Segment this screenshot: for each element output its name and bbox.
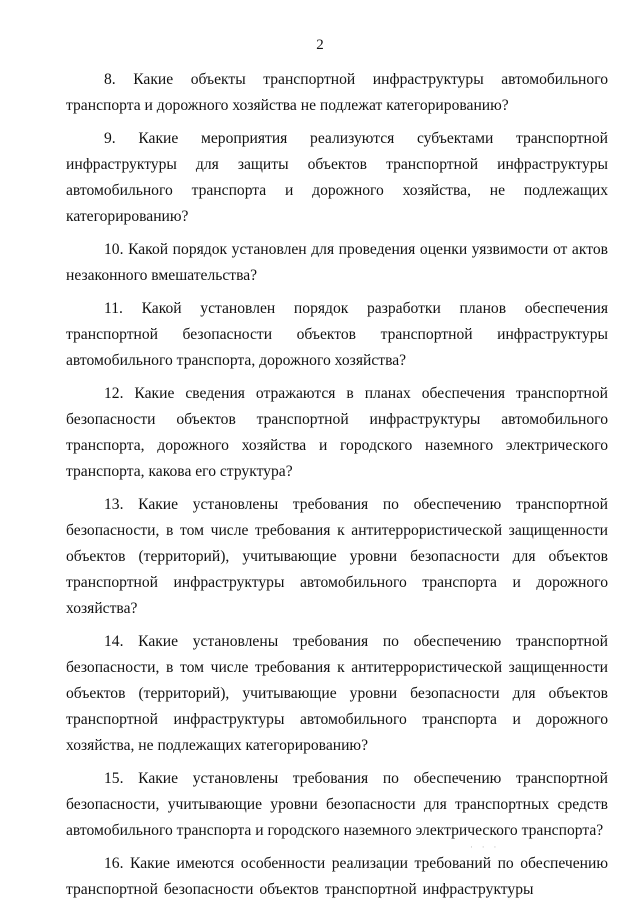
question-15: 15. Какие установлены требования по обеспечению транспортной безопасности, учитывающие уровни безопасности для транспортных средств автомобильного транспорта и городского наземного электрического транспорта? bbox=[66, 770, 608, 839]
question-13: 13. Какие установлены требования по обеспечению транспортной безопасности, в том числе требования к антитеррористической защищенности объектов (территорий), учитывающие уровни безопасности для объектов транспортной инфраструктуры автомобильного транспорта и дорожного хозяйства? bbox=[66, 496, 608, 617]
question-14: 14. Какие установлены требования по обеспечению транспортной безопасности, в том числе требования к антитеррористической защищенности объектов (территорий), учитывающие уровни безопасности для объектов транспортной инфраструктуры автомобильного транспорта и дорожного хозяйства, не подлежащих категорированию? bbox=[66, 633, 608, 754]
question-16: 16. Какие имеются особенности реализации требований по обеспечению транспортной безопасности объектов транспортной инфраструктуры bbox=[66, 855, 608, 898]
page-number: 2 bbox=[316, 37, 324, 53]
question-10: 10. Какой порядок установлен для проведения оценки уязвимости от актов незаконного вмешательства? bbox=[66, 241, 608, 284]
scan-artifact: · · · bbox=[470, 843, 500, 853]
question-12: 12. Какие сведения отражаются в планах обеспечения транспортной безопасности объектов транспортной инфраструктуры автомобильного транспорта, дорожного хозяйства и городского наземного электрического транспорта, какова его структура? bbox=[66, 385, 608, 480]
question-9: 9. Какие мероприятия реализуются субъектами транспортной инфраструктуры для защиты объектов транспортной инфраструктуры автомобильного транспорта и дорожного хозяйства, не подлежащих категорированию? bbox=[66, 130, 608, 225]
question-11: 11. Какой установлен порядок разработки планов обеспечения транспортной безопасности объектов транспортной инфраструктуры автомобильного транспорта, дорожного хозяйства? bbox=[66, 300, 608, 369]
question-list bbox=[66, 67, 608, 910]
question-8: 8. Какие объекты транспортной инфраструктуры автомобильного транспорта и дорожного хозяйства не подлежат категорированию? bbox=[66, 71, 608, 114]
